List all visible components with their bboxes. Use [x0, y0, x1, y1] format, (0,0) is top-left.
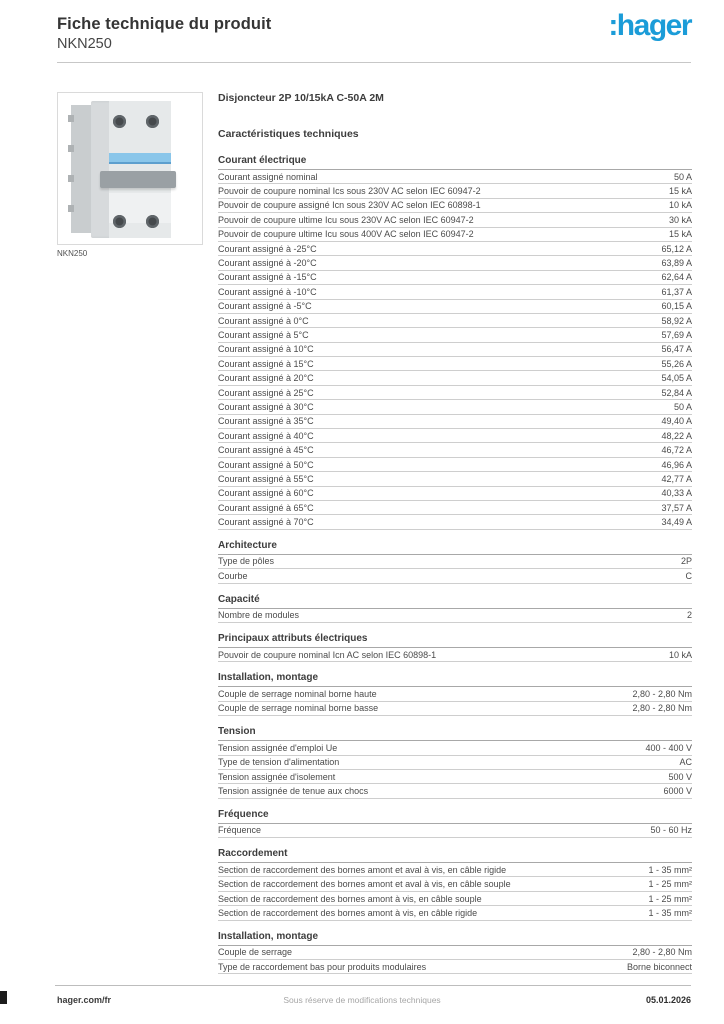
spec-section	[218, 672, 692, 716]
spec-label: Section de raccordement des bornes amont à vis, en câble rigide	[218, 907, 478, 918]
spec-label: Pouvoir de coupure assigné Icn sous 230V AC selon IEC 60898-1	[218, 200, 481, 211]
spec-value: 1 - 35 mm²	[648, 864, 692, 875]
section-title: Architecture	[218, 540, 692, 555]
spec-value: 2P	[680, 556, 692, 567]
spec-row	[218, 242, 692, 256]
spec-label: Courant assigné à 30°C	[218, 401, 314, 412]
spec-value: 1 - 35 mm²	[648, 907, 692, 918]
breaker-rail-notch	[68, 175, 74, 182]
spec-section	[218, 848, 692, 921]
spec-value: Borne biconnect	[626, 961, 692, 972]
spec-value: 65,12 A	[661, 243, 692, 254]
spec-row	[218, 357, 692, 371]
spec-row	[218, 314, 692, 328]
section-title: Courant électrique	[218, 155, 692, 170]
spec-label: Courant assigné à -25°C	[218, 243, 317, 254]
spec-label: Courant assigné à 60°C	[218, 488, 314, 499]
breaker-toggle	[100, 171, 176, 188]
spec-label: Couple de serrage nominal borne haute	[218, 689, 377, 700]
section-title: Tension	[218, 726, 692, 741]
spec-row	[218, 702, 692, 716]
spec-row	[218, 328, 692, 342]
spec-value: AC	[679, 757, 692, 768]
spec-value: 54,05 A	[661, 373, 692, 384]
spec-value: 1 - 25 mm²	[648, 893, 692, 904]
header-divider	[57, 62, 691, 63]
breaker-rail-notch	[68, 205, 74, 212]
footer-website: hager.com/fr	[57, 995, 112, 1005]
spec-label: Type de tension d'alimentation	[218, 757, 340, 768]
spec-label: Type de raccordement bas pour produits modulaires	[218, 961, 427, 972]
spec-label: Courant assigné à 10°C	[218, 344, 314, 355]
spec-label: Tension assignée d'isolement	[218, 771, 336, 782]
spec-label: Section de raccordement des bornes amont à vis, en câble souple	[218, 893, 482, 904]
spec-column	[218, 92, 692, 984]
spec-section	[218, 726, 692, 799]
spec-value: 500 V	[668, 771, 692, 782]
spec-value: 50 - 60 Hz	[650, 825, 692, 836]
spec-row	[218, 569, 692, 583]
spec-value: 50 A	[673, 401, 692, 412]
spec-value: 15 kA	[668, 186, 692, 197]
spec-row	[218, 515, 692, 529]
section-title: Capacité	[218, 594, 692, 609]
spec-value: 58,92 A	[661, 315, 692, 326]
characteristics-heading: Caractéristiques techniques	[218, 128, 359, 140]
spec-row	[218, 400, 692, 414]
spec-value: 30 kA	[668, 214, 692, 225]
spec-label: Courant assigné à 45°C	[218, 445, 314, 456]
spec-label: Courant assigné à 25°C	[218, 387, 314, 398]
spec-row	[218, 256, 692, 270]
spec-row	[218, 501, 692, 515]
spec-row	[218, 415, 692, 429]
spec-value: 62,64 A	[661, 272, 692, 283]
spec-row	[218, 228, 692, 242]
spec-row	[218, 863, 692, 877]
spec-label: Fréquence	[218, 825, 262, 836]
spec-row	[218, 386, 692, 400]
footer-disclaimer: Sous réserve de modifications techniques	[283, 995, 441, 1005]
spec-row	[218, 824, 692, 838]
spec-row	[218, 170, 692, 184]
spec-value: 10 kA	[668, 200, 692, 211]
spec-value: 1 - 25 mm²	[648, 879, 692, 890]
spec-value: 56,47 A	[661, 344, 692, 355]
product-image-caption: NKN250	[57, 249, 88, 258]
spec-row	[218, 784, 692, 798]
spec-row	[218, 756, 692, 770]
spec-label: Courant assigné à 65°C	[218, 502, 314, 513]
spec-label: Pouvoir de coupure ultime Icu sous 400V AC selon IEC 60947-2	[218, 229, 474, 240]
spec-row	[218, 609, 692, 623]
spec-row	[218, 271, 692, 285]
spec-row	[218, 648, 692, 662]
product-description-title: Disjoncteur 2P 10/15kA C-50A 2M	[218, 92, 384, 104]
spec-row	[218, 906, 692, 920]
spec-label: Pouvoir de coupure ultime Icu sous 230V AC selon IEC 60947-2	[218, 214, 474, 225]
spec-row	[218, 892, 692, 906]
breaker-rail-notch	[68, 115, 74, 122]
spec-row	[218, 199, 692, 213]
spec-value: 2,80 - 2,80 Nm	[632, 689, 692, 700]
spec-label: Tension assignée d'emploi Ue	[218, 742, 338, 753]
spec-row	[218, 487, 692, 501]
spec-label: Nombre de modules	[218, 610, 300, 621]
spec-row	[218, 213, 692, 227]
spec-label: Courant assigné à -5°C	[218, 301, 312, 312]
spec-row	[218, 960, 692, 974]
spec-row	[218, 555, 692, 569]
spec-value: 48,22 A	[661, 430, 692, 441]
spec-value: 55,26 A	[661, 358, 692, 369]
spec-section	[218, 594, 692, 623]
spec-value: 46,72 A	[661, 445, 692, 456]
spec-label: Courant assigné à 20°C	[218, 373, 314, 384]
spec-value: 52,84 A	[661, 387, 692, 398]
spec-value: 6000 V	[663, 785, 692, 796]
spec-value: 2,80 - 2,80 Nm	[632, 703, 692, 714]
hager-logo: :hager	[608, 9, 691, 42]
spec-row	[218, 300, 692, 314]
spec-label: Courant assigné à 55°C	[218, 473, 314, 484]
footer-divider	[55, 985, 691, 986]
spec-value: 34,49 A	[661, 517, 692, 528]
spec-label: Couple de serrage nominal borne basse	[218, 703, 379, 714]
spec-value: 10 kA	[668, 649, 692, 660]
breaker-label-band	[109, 153, 171, 164]
spec-value: 2	[686, 610, 692, 621]
spec-label: Courant assigné à -10°C	[218, 286, 317, 297]
product-reference: NKN250	[57, 36, 112, 52]
spec-value: 2,80 - 2,80 Nm	[632, 947, 692, 958]
footer-date: 05.01.2026	[645, 995, 691, 1005]
spec-section	[218, 540, 692, 584]
spec-row	[218, 343, 692, 357]
page-title: Fiche technique du produit	[57, 15, 272, 33]
spec-row	[218, 371, 692, 385]
spec-value: 49,40 A	[661, 416, 692, 427]
spec-row	[218, 741, 692, 755]
spec-row	[218, 429, 692, 443]
spec-label: Courant assigné à 50°C	[218, 459, 314, 470]
section-title: Raccordement	[218, 848, 692, 863]
spec-sections	[218, 155, 692, 974]
spec-label: Courant assigné à 35°C	[218, 416, 314, 427]
section-title: Fréquence	[218, 809, 692, 824]
spec-label: Courant assigné à -20°C	[218, 258, 317, 269]
spec-label: Type de pôles	[218, 556, 275, 567]
section-title: Principaux attributs électriques	[218, 633, 692, 648]
spec-value: 61,37 A	[661, 286, 692, 297]
spec-row	[218, 877, 692, 891]
section-title: Installation, montage	[218, 672, 692, 687]
breaker-rail-notch	[68, 145, 74, 152]
spec-value: 37,57 A	[661, 502, 692, 513]
spec-section	[218, 931, 692, 975]
spec-row	[218, 184, 692, 198]
spec-value: 60,15 A	[661, 301, 692, 312]
spec-value: 63,89 A	[661, 258, 692, 269]
spec-label: Courant assigné à -15°C	[218, 272, 317, 283]
breaker-top-screw	[113, 115, 126, 128]
spec-row	[218, 285, 692, 299]
spec-row	[218, 458, 692, 472]
spec-label: Pouvoir de coupure nominal Icn AC selon IEC 60898-1	[218, 649, 437, 660]
spec-label: Courant assigné à 15°C	[218, 358, 314, 369]
breaker-bottom-screw	[113, 215, 126, 228]
spec-row	[218, 443, 692, 457]
spec-label: Courbe	[218, 570, 248, 581]
spec-value: 400 - 400 V	[645, 742, 692, 753]
spec-label: Courant assigné à 70°C	[218, 517, 314, 528]
spec-label: Tension assignée de tenue aux chocs	[218, 785, 369, 796]
breaker-bottom-screw	[146, 215, 159, 228]
spec-label: Couple de serrage	[218, 947, 293, 958]
spec-value: 57,69 A	[661, 329, 692, 340]
spec-section	[218, 155, 692, 530]
spec-section	[218, 809, 692, 838]
spec-section	[218, 633, 692, 662]
spec-row	[218, 770, 692, 784]
spec-label: Courant assigné à 40°C	[218, 430, 314, 441]
product-image	[57, 92, 203, 245]
spec-label: Courant assigné nominal	[218, 171, 318, 182]
breaker-top-screw	[146, 115, 159, 128]
spec-label: Section de raccordement des bornes amont et aval à vis, en câble souple	[218, 879, 511, 890]
spec-row	[218, 946, 692, 960]
spec-value: 46,96 A	[661, 459, 692, 470]
circuit-breaker-illustration	[58, 93, 202, 244]
spec-label: Courant assigné à 0°C	[218, 315, 309, 326]
spec-label: Section de raccordement des bornes amont et aval à vis, en câble rigide	[218, 864, 507, 875]
spec-value: C	[685, 570, 692, 581]
spec-label: Pouvoir de coupure nominal Ics sous 230V AC selon IEC 60947-2	[218, 186, 481, 197]
spec-value: 42,77 A	[661, 473, 692, 484]
spec-row	[218, 687, 692, 701]
spec-label: Courant assigné à 5°C	[218, 329, 309, 340]
spec-value: 40,33 A	[661, 488, 692, 499]
section-title: Installation, montage	[218, 931, 692, 946]
spec-row	[218, 472, 692, 486]
spec-value: 15 kA	[668, 229, 692, 240]
spec-value: 50 A	[673, 171, 692, 182]
